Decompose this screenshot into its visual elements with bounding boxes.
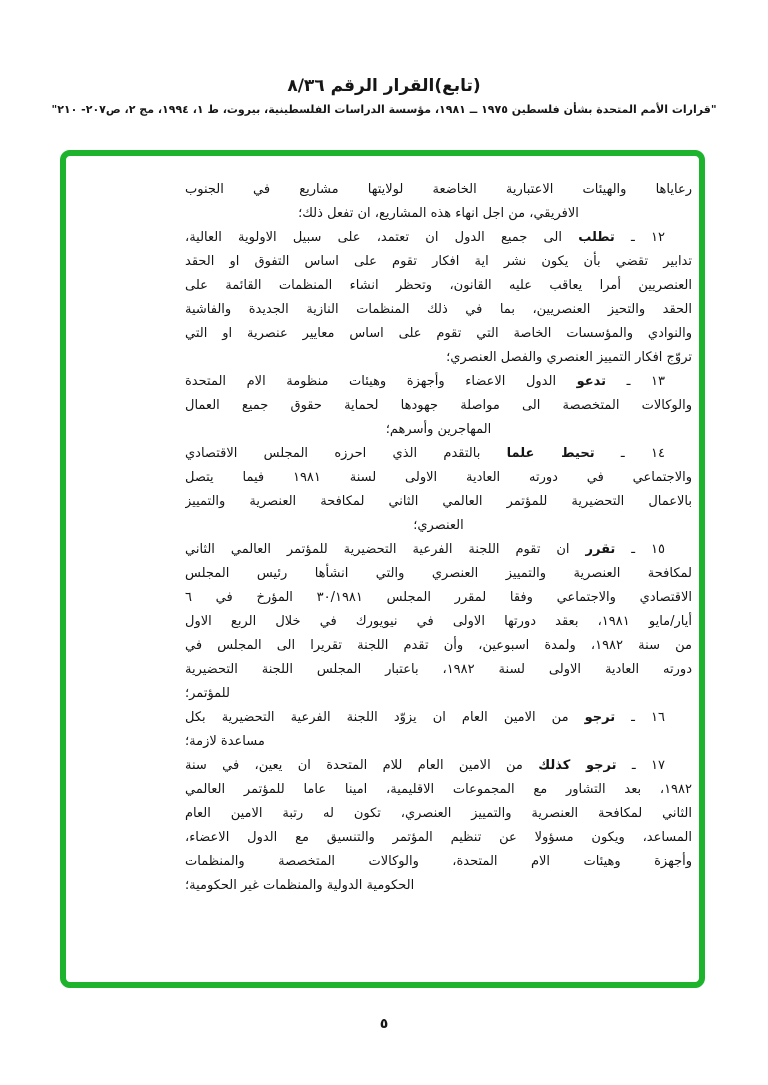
- text-line: [185, 178, 692, 202]
- line-text: الى جميع الدول ان تعتمد، على سبيل الاولوية العالية،: [185, 230, 562, 245]
- clause-verb: ترجو كذلك: [538, 758, 617, 773]
- text-line: [185, 682, 692, 706]
- text-line: [185, 730, 692, 754]
- line-text: من الامين العام ان يزوّد اللجنة الفرعية التحضيرية بكل: [185, 710, 569, 725]
- text-line: [185, 754, 692, 778]
- clause-number: ١٣ ـ: [626, 374, 665, 389]
- text-line: [185, 706, 692, 730]
- clause-verb: تحيط علما: [506, 446, 595, 461]
- text-line: [185, 346, 692, 370]
- clause-verb: تطلب: [578, 230, 615, 245]
- page-number: ٥: [379, 1016, 389, 1032]
- paragraph-intro-continuation: [185, 178, 692, 226]
- line-text: مساعدة لازمة؛: [185, 734, 265, 749]
- annotation-border-box: [60, 150, 705, 988]
- source-citation: "قرارات الأمم المتحدة بشأن فلسطين ١٩٧٥ ــ ١٩٨١، مؤسسة الدراسات الفلسطينية، بيروت، ط ١، ١٩٩٤، مج ٢، ص٢٠٧- ٢١٠": [51, 103, 717, 116]
- text-line: [185, 466, 692, 490]
- text-line: [185, 202, 692, 226]
- line-text: للمؤتمر؛: [185, 686, 230, 701]
- line-text: تروّج افكار التمييز العنصري والفصل العنصري؛: [446, 350, 692, 365]
- text-line: [185, 802, 692, 826]
- line-text: الثاني لمكافحة العنصرية والتمييز العنصري، تكون له رتبة الامين العام: [185, 806, 692, 821]
- paragraph-clause-17: [185, 754, 692, 898]
- line-text: والوكالات المتخصصة الى مواصلة جهودها لحماية حقوق جميع العمال: [185, 398, 692, 413]
- line-text: المهاجرين وأسرهم؛: [385, 422, 492, 437]
- clause-number: ١٥ ـ: [631, 542, 665, 557]
- text-line: [185, 370, 692, 394]
- line-text: والنوادي والمؤسسات الخاصة التي تقوم على اساس معايير عنصرية او التي: [185, 326, 692, 341]
- line-text: العنصري؛: [413, 518, 464, 533]
- line-text: الحقد والتحيز العنصريين، بما في ذلك المنظمات النازية الجديدة والفاشية: [185, 302, 692, 317]
- line-text: دورته العادية الاولى لسنة ١٩٨٢، باعتبار المجلس اللجنة التحضيرية: [185, 662, 692, 677]
- clause-number: ١٧ ـ: [631, 758, 665, 773]
- paragraph-clause-15: [185, 538, 692, 706]
- text-line: [185, 250, 692, 274]
- line-text: العنصريين أمرا يعاقب عليه القانون، وتحظر انشاء المنظمات القائمة على: [185, 278, 692, 293]
- text-line: [185, 850, 692, 874]
- clause-number: ١٦ ـ: [631, 710, 665, 725]
- text-line: [185, 274, 692, 298]
- line-text: الافريقي، من اجل انهاء هذه المشاريع، ان تفعل ذلك؛: [298, 206, 579, 221]
- text-line: [185, 514, 692, 538]
- paragraph-clause-12: [185, 226, 692, 370]
- paragraph-clause-14: [185, 442, 692, 538]
- text-line: [185, 322, 692, 346]
- line-text: الدول الاعضاء وأجهزة وهيئات منظومة الام المتحدة: [185, 374, 557, 389]
- page-title: (تابع)القرار الرقم ٨/٣٦: [287, 76, 481, 96]
- line-text: الحكومية الدولية والمنظمات غير الحكومية؛: [185, 878, 415, 893]
- line-text: وأجهزة وهيئات الام المتحدة، والوكالات المتخصصة والمنظمات: [185, 854, 692, 869]
- text-line: [185, 634, 692, 658]
- text-line: [185, 658, 692, 682]
- text-line: [185, 418, 692, 442]
- line-text: أيار/مايو ١٩٨١، بعقد دورتها الاولى في نيويورك في خلال الربع الاول: [185, 614, 692, 629]
- line-text: رعاياها والهيئات الاعتبارية الخاضعة لولايتها مشاريع في الجنوب: [185, 182, 692, 197]
- line-text: من الامين العام للام المتحدة ان يعين، في سنة: [185, 758, 523, 773]
- line-text: بالاعمال التحضيرية للمؤتمر العالمي الثاني لمكافحة العنصرية والتمييز: [185, 494, 692, 509]
- paragraph-clause-13: [185, 370, 692, 442]
- line-text: تدابير تقضي بأن يكون نشر اية افكار تقوم على اساس التفوق او الحقد: [185, 254, 692, 269]
- text-line: [185, 442, 692, 466]
- text-line: [185, 826, 692, 850]
- line-text: الاقتصادي والاجتماعي وفقا لمقرر المجلس ٣٠/١٩٨١ المؤرخ في ٦: [185, 590, 692, 605]
- text-line: [185, 298, 692, 322]
- text-line: [185, 874, 692, 898]
- line-text: والاجتماعي في دورته العادية الاولى لسنة ١٩٨١ فيما يتصل: [185, 470, 692, 485]
- text-line: [185, 394, 692, 418]
- clause-verb: تدعو: [576, 374, 607, 389]
- text-line: [185, 538, 692, 562]
- text-line: [185, 226, 692, 250]
- line-text: ١٩٨٢، بعد التشاور مع المجموعات الاقليمية، امينا عاما للمؤتمر العالمي: [185, 782, 692, 797]
- text-line: [185, 490, 692, 514]
- text-line: [185, 610, 692, 634]
- resolution-text: [185, 178, 692, 898]
- clause-verb: ترجو: [584, 710, 616, 725]
- clause-verb: تقرر: [585, 542, 616, 557]
- clause-number: ١٤ ـ: [620, 446, 665, 461]
- line-text: لمكافحة العنصرية والتمييز العنصري والتي انشأها رئيس المجلس: [185, 566, 692, 581]
- text-line: [185, 586, 692, 610]
- text-line: [185, 778, 692, 802]
- text-line: [185, 562, 692, 586]
- clause-number: ١٢ ـ: [631, 230, 666, 245]
- line-text: بالتقدم الذي احرزه المجلس الاقتصادي: [185, 446, 481, 461]
- line-text: من سنة ١٩٨٢، ولمدة اسبوعين، وأن تقدم اللجنة تقريرا الى المجلس في: [185, 638, 692, 653]
- line-text: المساعد، ويكون مسؤولا عن تنظيم المؤتمر والتنسيق مع الدول الاعضاء،: [185, 830, 692, 845]
- paragraph-clause-16: [185, 706, 692, 754]
- line-text: ان تقوم اللجنة الفرعية التحضيرية للمؤتمر العالمي الثاني: [185, 542, 570, 557]
